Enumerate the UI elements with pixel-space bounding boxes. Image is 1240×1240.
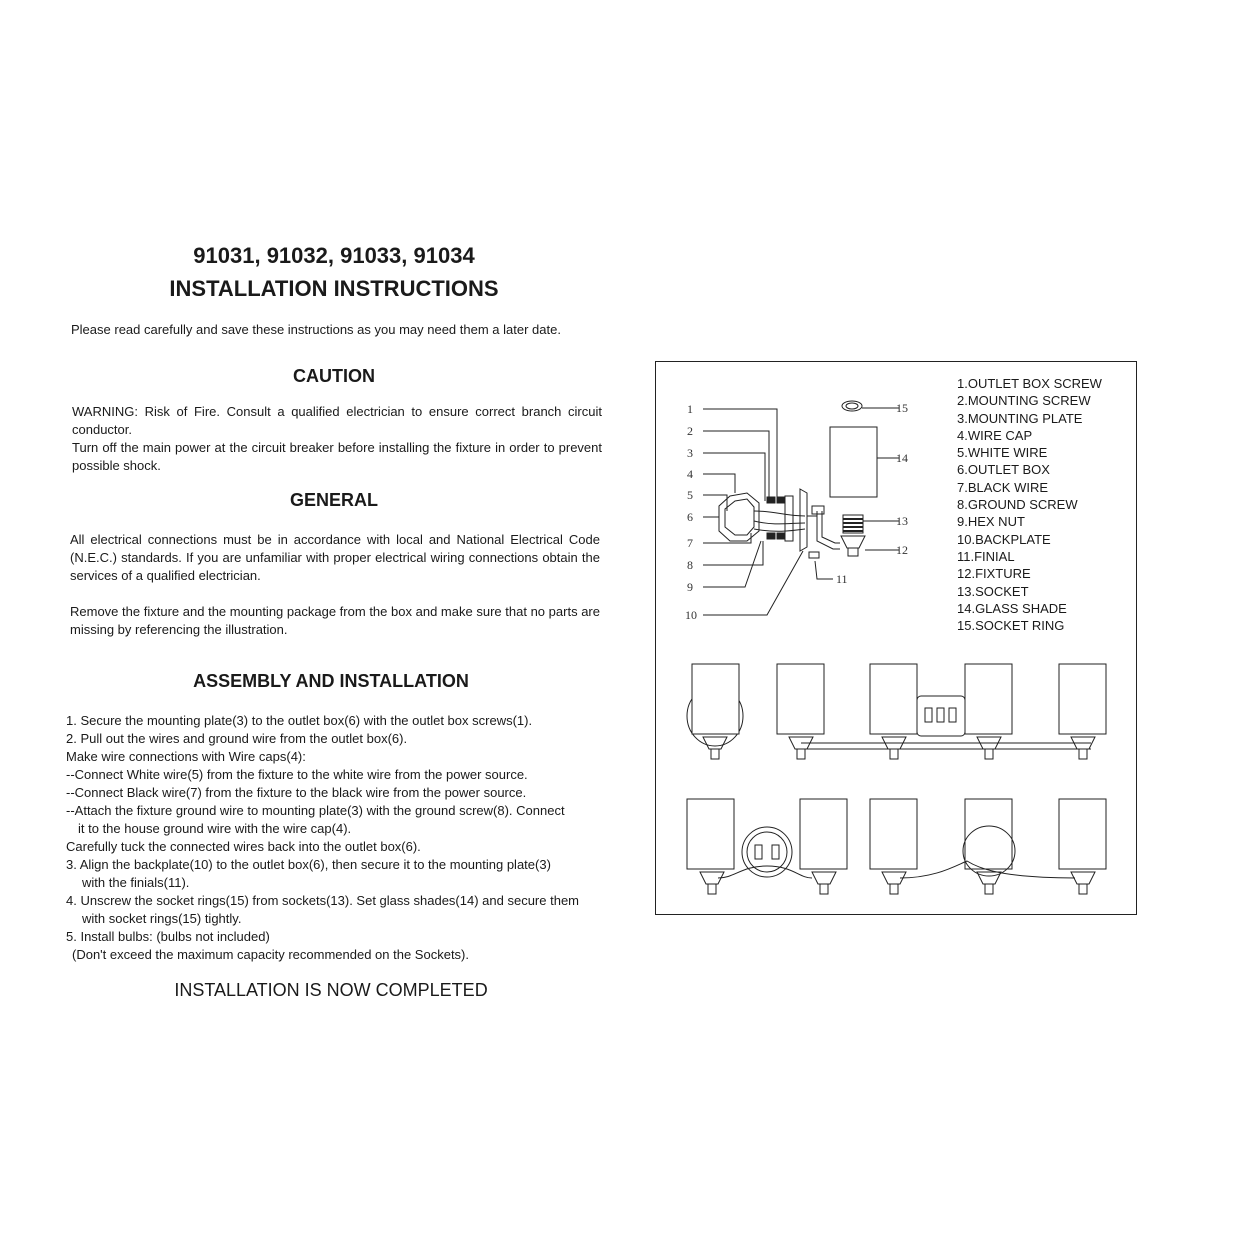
callout-12: 12 — [896, 543, 908, 557]
assembly-heading: ASSEMBLY AND INSTALLATION — [193, 671, 469, 691]
callout-13: 13 — [896, 514, 908, 528]
step-line: Carefully tuck the connected wires back into the outlet box(6). — [66, 839, 421, 854]
callout-15: 15 — [896, 401, 908, 415]
caution-line: Turn off the main power at the circuit breaker before installing the fixture in order to prevent possible shock. — [72, 440, 602, 473]
caution-heading: CAUTION — [293, 366, 375, 386]
page-title: INSTALLATION INSTRUCTIONS — [169, 276, 499, 301]
three-light-fixture-drawing — [870, 799, 1106, 894]
general-paragraph-2: Remove the fixture and the mounting package from the box and make sure that no parts are missing by referencing the illustration. — [70, 604, 600, 637]
step-line: --Connect White wire(5) from the fixture to the white wire from the power source. — [66, 767, 528, 782]
part-item: 7.BLACK WIRE — [957, 479, 1049, 495]
step-line: 4. Unscrew the socket rings(15) from sockets(13). Set glass shades(14) and secure them — [66, 893, 579, 908]
part-item: 3.MOUNTING PLATE — [957, 410, 1083, 426]
step-line: --Connect Black wire(7) from the fixture to the black wire from the power source. — [66, 785, 527, 800]
step-line: --Attach the fixture ground wire to mounting plate(3) with the ground screw(8). Connect — [66, 803, 565, 818]
callout-6: 6 — [687, 510, 693, 524]
part-item: 13.SOCKET — [957, 583, 1029, 599]
step-line: 3. Align the backplate(10) to the outlet box(6), then secure it to the mounting plate(3) — [66, 857, 551, 872]
callout-10: 10 — [685, 608, 697, 622]
step-line: it to the house ground wire with the wire cap(4). — [78, 821, 352, 836]
callout-11: 11 — [836, 572, 848, 586]
part-item: 12.FIXTURE — [957, 566, 1031, 582]
part-item: 8.GROUND SCREW — [957, 497, 1078, 513]
model-numbers: 91031, 91032, 91033, 91034 — [193, 243, 475, 268]
step-line: 5. Install bulbs: (bulbs not included) — [66, 929, 270, 944]
step-line: with socket rings(15) tightly. — [82, 911, 242, 926]
callout-2: 2 — [687, 424, 693, 438]
part-item: 2.MOUNTING SCREW — [957, 393, 1091, 409]
caution-line: WARNING: Risk of Fire. Consult a qualified electrician to ensure correct branch circuit conductor. — [72, 404, 602, 437]
step-line: (Don't exceed the maximum capacity recommended on the Sockets). — [72, 947, 469, 962]
general-heading: GENERAL — [289, 490, 378, 510]
step-line: Make wire connections with Wire caps(4): — [66, 749, 306, 764]
caution-text — [72, 403, 602, 475]
part-item: 10.BACKPLATE — [957, 531, 1051, 547]
callout-9: 9 — [687, 580, 693, 594]
intro-text: Please read carefully and save these instructions as you may need them a later date. — [71, 322, 561, 337]
callout-3: 3 — [687, 446, 693, 460]
callout-7: 7 — [687, 536, 693, 550]
step-line: 2. Pull out the wires and ground wire from the outlet box(6). — [66, 731, 408, 746]
callout-8: 8 — [687, 558, 693, 572]
callout-1: 1 — [687, 402, 693, 416]
completion-text: INSTALLATION IS NOW COMPLETED — [174, 980, 488, 1000]
assembly-steps — [66, 712, 606, 964]
step-line: 1. Secure the mounting plate(3) to the outlet box(6) with the outlet box screws(1). — [66, 713, 533, 728]
general-paragraph-1: All electrical connections must be in accordance with local and National Electrical Code (N.E.C.) standards. If you are unfamiliar with proper electrical wiring connections obtain the services of a qualified electrician. — [70, 532, 600, 583]
part-item: 5.WHITE WIRE — [957, 445, 1048, 461]
part-item: 9.HEX NUT — [957, 514, 1025, 530]
two-light-fixture-drawing — [687, 799, 847, 894]
part-item: 15.SOCKET RING — [957, 618, 1065, 634]
part-item: 1.OUTLET BOX SCREW — [957, 376, 1102, 391]
part-item: 11.FINIAL — [957, 548, 1015, 564]
step-line: with the finials(11). — [82, 875, 190, 890]
part-item: 4.WIRE CAP — [957, 427, 1033, 443]
callout-4: 4 — [687, 467, 693, 481]
five-light-fixture-drawing — [687, 664, 1106, 759]
callout-14: 14 — [896, 451, 908, 465]
part-item: 6.OUTLET BOX — [957, 462, 1050, 478]
part-item: 14.GLASS SHADE — [957, 600, 1067, 616]
callout-5: 5 — [687, 488, 693, 502]
parts-list — [957, 375, 1102, 634]
